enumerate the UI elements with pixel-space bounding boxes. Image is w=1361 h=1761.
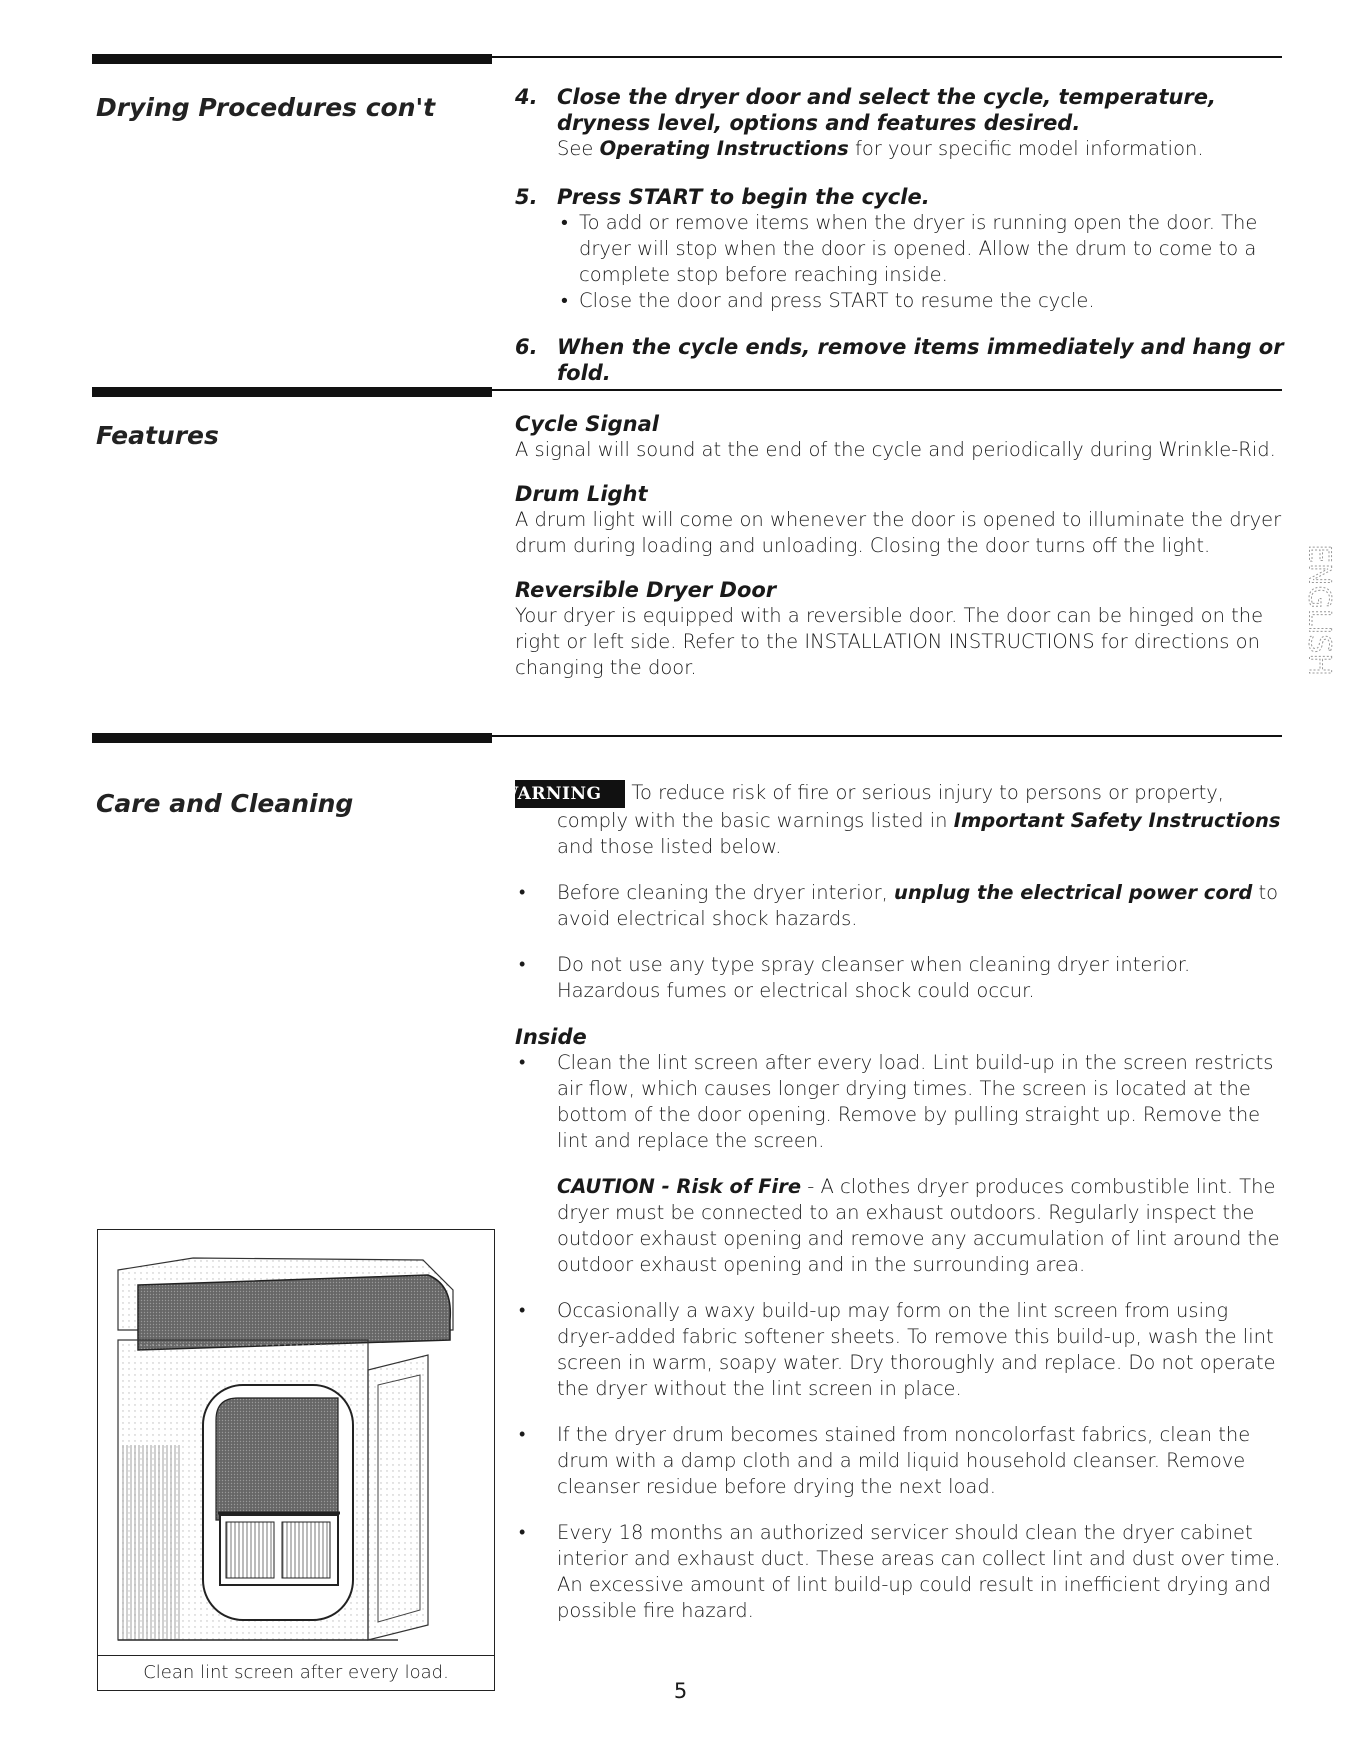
list-item: • Before cleaning the dryer interior, unplug the electrical power cord to avoid electrical shock hazards.: [515, 880, 1285, 932]
dryer-illustration: [98, 1230, 493, 1656]
step-number: 6.: [515, 335, 538, 359]
section-title-care: Care and Cleaning: [96, 789, 354, 818]
step-4: [515, 84, 1285, 162]
list-item: • If the dryer drum becomes stained from noncolorfast fabrics, clean the drum with a damp cloth and a mild liquid household cleanser. Remove cleanser residue before drying the next load.: [515, 1422, 1285, 1500]
feature-body: A drum light will come on whenever the door is opened to illuminate the dryer drum during loading and unloading. Closing the door turns off the light.: [515, 508, 1282, 557]
list-item: • Do not use any type spray cleanser when cleaning dryer interior. Hazardous fumes or electrical shock could occur.: [515, 952, 1285, 1004]
list-item: • Close the door and press START to resume the cycle.: [557, 288, 1285, 314]
step-number: 4.: [515, 85, 538, 109]
side-tab-label: ENGLISH: [1301, 544, 1336, 676]
step-6: [515, 334, 1285, 386]
list-item: • Occasionally a waxy build-up may form on the lint screen from using dryer-added fabric softener sheets. To remove this build-up, wash the lint screen in warm, soapy water. Dry thoroughly and replace. Do not operate the dryer without the lint screen in place.: [515, 1298, 1285, 1402]
feature-heading: Cycle Signal: [515, 412, 659, 436]
caution-paragraph: CAUTION - Risk of Fire - A clothes dryer produces combustible lint. The dryer must be connected to an exhaust outdoors. Regularly inspect the outdoor exhaust opening and remove any accumulation of lint around the outdoor exhaust opening and in the surrounding area.: [557, 1175, 1280, 1276]
warning-paragraph: ⚠ WARNING To reduce risk of fire or serious injury to persons or property, comply with the basic warnings listed in Important Safety Instructions and those listed below.: [477, 781, 1281, 858]
step-heading: When the cycle ends, remove items immediately and hang or fold.: [557, 335, 1284, 385]
section-bar-care: [92, 733, 492, 743]
inside-heading: Inside: [515, 1025, 587, 1049]
section-rule-drying: [492, 56, 1282, 58]
list-item: • Every 18 months an authorized servicer should clean the dryer cabinet interior and exhaust duct. These areas can collect lint and dust over time. An excessive amount of lint build-up could result in inefficient drying and possible fire hazard.: [515, 1520, 1285, 1624]
feature-body: A signal will sound at the end of the cycle and periodically during Wrinkle-Rid.: [515, 438, 1276, 461]
feature-body: Your dryer is equipped with a reversible door. The door can be hinged on the right or left side. Refer to the INSTALLATION INSTRUCTIONS for directions on changing the door.: [515, 604, 1264, 679]
section-bar-features: [92, 387, 492, 397]
list-item: • To add or remove items when the dryer is running open the door. The dryer will stop when the door is opened. Allow the drum to come to a complete stop before reaching inside.: [557, 210, 1285, 288]
step-5: [515, 184, 1285, 314]
step-body: See Operating Instructions for your specific model information.: [557, 137, 1204, 160]
warning-label: ⚠ WARNING: [515, 780, 625, 808]
feature-cycle-signal: [515, 411, 1285, 463]
drying-steps: [515, 84, 1285, 386]
section-rule-features: [492, 389, 1282, 391]
section-rule-care: [492, 735, 1282, 737]
section-title-features: Features: [96, 421, 219, 450]
page-number: 5: [673, 1679, 688, 1703]
step-heading: Press START to begin the cycle.: [557, 185, 930, 209]
lint-screen-figure: [97, 1229, 495, 1691]
section-title-drying: Drying Procedures con't: [96, 93, 436, 122]
section-bar-drying: [92, 54, 492, 64]
care-content: [477, 780, 1285, 1624]
step-heading: Close the dryer door and select the cycle, temperature, dryness level, options and features desired.: [557, 85, 1217, 135]
list-item: • Clean the lint screen after every load. Lint build-up in the screen restricts air flow, which causes longer drying times. The screen is located at the bottom of the door opening. Remove by pulling straight up. Remove the lint and replace the screen.: [515, 1050, 1285, 1154]
feature-drum-light: [515, 481, 1285, 559]
feature-heading: Reversible Dryer Door: [515, 578, 777, 602]
figure-caption: Clean lint screen after every load.: [98, 1655, 494, 1690]
side-tab-english: [1300, 520, 1336, 700]
features-list: [515, 411, 1285, 681]
feature-reversible-door: [515, 577, 1285, 681]
feature-heading: Drum Light: [515, 482, 648, 506]
step-number: 5.: [515, 185, 538, 209]
